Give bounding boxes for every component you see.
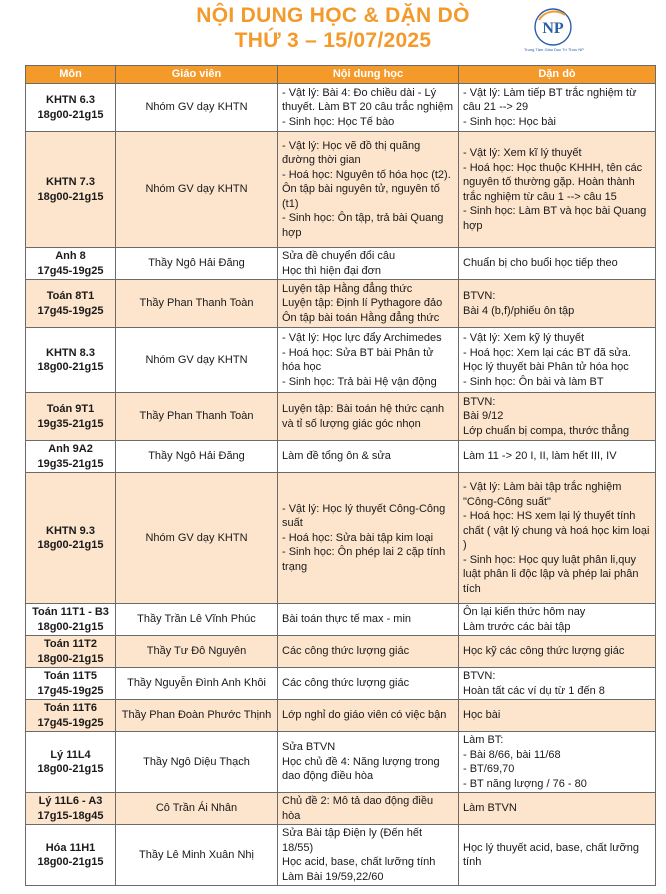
homework-cell-line: - Sinh học: Học quy luật phân li,quy luật phân li độc lập và phép lai phân tích (463, 553, 639, 595)
table-row (26, 84, 656, 132)
homework-cell (459, 393, 656, 441)
content-cell-line: Làm đề tổng ôn & sửa (282, 450, 391, 463)
homework-cell-line: - Vật lý: Xem kỹ lý thuyết (463, 332, 585, 344)
homework-cell-line: - Sinh học: Ôn bài và làm BT (463, 375, 604, 388)
homework-cell-line: Ôn lại kiến thức hôm nay (463, 606, 586, 618)
table-row (26, 732, 656, 793)
homework-cell (459, 668, 656, 700)
subject-cell-line: Lý 11L4 (50, 748, 91, 761)
homework-cell (459, 248, 656, 280)
content-cell (278, 604, 459, 636)
table-row (26, 473, 656, 604)
content-cell-line: Các công thức lượng giác (282, 677, 410, 690)
table-row (26, 793, 656, 825)
homework-cell-line: - Sinh học: Học bài (463, 115, 556, 128)
homework-cell-line: Làm BT: (463, 734, 504, 746)
subject-cell (26, 328, 116, 393)
homework-cell-line: Lớp chuẩn bị compa, thước thẳng (463, 424, 630, 437)
homework-cell (459, 84, 656, 132)
teacher-cell: Thầy Phan Thanh Toàn (116, 393, 278, 441)
schedule-table (25, 65, 656, 886)
content-cell-line: Các công thức lượng giác (282, 645, 410, 658)
content-cell-line: Làm Bài 19/59,22/60 (282, 870, 384, 883)
subject-cell-line: 17g45-19g25 (37, 684, 104, 697)
subject-cell-line: KHTN 6.3 (46, 94, 95, 106)
content-cell (278, 393, 459, 441)
content-cell-line: Học thì hiện đại đơn (282, 264, 381, 277)
homework-cell (459, 793, 656, 825)
homework-cell-line: - BT/69,70 (463, 763, 515, 775)
content-cell-line: Luyện tập: Định lí Pythagore đảo (282, 297, 443, 310)
content-cell (278, 793, 459, 825)
subject-cell (26, 84, 116, 132)
content-cell-line: Sửa đề chuyển đổi câu (282, 250, 396, 262)
subject-cell-line: Toán 11T2 (44, 638, 97, 650)
content-cell-line: - Vật lý: Học lực đẩy Archimedes (282, 332, 442, 344)
teacher-cell: Thầy Ngô Diệu Thạch (116, 732, 278, 793)
column-header-subject: Môn (26, 66, 116, 84)
homework-cell (459, 280, 656, 328)
table-body (26, 84, 656, 886)
homework-cell-line: - Hoá học: Xem lại các BT đã sửa. Học lý thuyết bài Phân tử hóa học (463, 346, 631, 373)
content-cell (278, 328, 459, 393)
content-cell-line: Chủ đề 2: Mô tả dao động điều hòa (282, 795, 434, 822)
homework-cell (459, 825, 656, 886)
content-cell-line: Sửa Bài tập Điện ly (Đến hết 18/55) (282, 827, 423, 854)
subject-cell-line: 19g35-21g15 (37, 417, 104, 430)
homework-cell-line: BTVN: (463, 670, 496, 682)
subject-cell-line: Hóa 11H1 (45, 841, 96, 854)
column-header-content: Nội dung học (278, 66, 459, 84)
subject-cell (26, 700, 116, 732)
subject-cell-line: 18g00-21g15 (37, 652, 104, 665)
logo-caption: Trung Tâm Giáo Dục Trí Thức NP (524, 47, 584, 52)
subject-cell (26, 636, 116, 668)
homework-cell (459, 328, 656, 393)
teacher-cell: Thầy Ngô Hải Đăng (116, 248, 278, 280)
homework-cell (459, 473, 656, 604)
subject-cell (26, 604, 116, 636)
subject-cell-line: 17g15-18g45 (37, 809, 104, 822)
table-row (26, 248, 656, 280)
homework-cell-line: - BT năng lượng / 76 - 80 (463, 777, 587, 790)
table-row (26, 280, 656, 328)
subject-cell-line: 18g00-21g15 (37, 763, 104, 775)
homework-cell-line: - Vật lý: Làm tiếp BT trắc nghiệm từ câu 21 --> 29 (463, 86, 637, 114)
content-cell-line: Ôn tập bài toán Hằng đẳng thức (282, 311, 440, 324)
homework-cell-line: Làm trước các bài tập (463, 620, 571, 633)
subject-cell-line: KHTN 7.3 (46, 176, 95, 188)
subject-cell-line: 18g00-21g15 (37, 190, 104, 203)
content-cell-line: - Vật lý: Học lý thuyết Công-Công suất (282, 502, 446, 530)
page-date: THỨ 3 – 15/07/2025 (234, 29, 432, 52)
subject-cell-line: Anh 9A2 (48, 443, 93, 455)
homework-cell (459, 636, 656, 668)
content-cell-line: - Sinh học: Trả bài Hệ vận động (282, 375, 437, 388)
homework-cell-line: Hoàn tất các ví dụ từ 1 đến 8 (463, 684, 605, 697)
subject-cell (26, 825, 116, 886)
table-row (26, 132, 656, 248)
subject-cell (26, 441, 116, 473)
subject-cell (26, 668, 116, 700)
subject-cell (26, 393, 116, 441)
subject-cell-line: KHTN 8.3 (46, 346, 95, 359)
teacher-cell: Thầy Lê Minh Xuân Nhị (116, 825, 278, 886)
column-header-homework: Dặn dò (459, 66, 656, 84)
content-cell-line: Lớp nghỉ do giáo viên có việc bận (282, 709, 447, 722)
teacher-cell: Thầy Trần Lê Vĩnh Phúc (116, 604, 278, 636)
subject-cell-line: Lý 11L6 - A3 (38, 795, 103, 807)
content-cell-line: Bài toán thực tế max - min (282, 613, 412, 626)
subject-cell-line: Toán 9T1 (46, 403, 95, 415)
content-cell (278, 132, 459, 248)
content-cell-line: Luyện tập Hằng đẳng thức (282, 282, 413, 295)
subject-cell-line: Toán 11T6 (44, 702, 97, 714)
content-cell-line: - Sinh học: Ôn tập, trả bài Quang hợp (282, 212, 444, 239)
table-row (26, 700, 656, 732)
content-cell-line: Học acid, base, chất lưỡng tính (282, 856, 436, 868)
table-header-row (26, 66, 656, 84)
content-cell (278, 825, 459, 886)
homework-cell-line: - Hoá học: Học thuộc KHHH, tên các nguyên tố thường gặp. Hoàn thành trắc nghiệm từ câu 1 --> câu 15 (463, 161, 643, 203)
teacher-cell: Nhóm GV dạy KHTN (116, 473, 278, 604)
subject-cell-line: Toán 8T1 (46, 290, 95, 302)
subject-cell-line: 18g00-21g15 (37, 539, 104, 551)
content-cell-line: - Vật lý: Học vẽ đồ thị quãng đường thời gian (282, 139, 421, 167)
subject-cell-line: Toán 11T1 - B3 (32, 606, 109, 618)
table-row (26, 825, 656, 886)
homework-cell (459, 700, 656, 732)
subject-cell-line: 17g45-19g25 (37, 716, 104, 729)
logo-mark: NP (542, 20, 564, 37)
content-cell-line: Học chủ đề 4: Năng lượng trong dao động điều hòa (282, 755, 440, 783)
table-row (26, 441, 656, 473)
subject-cell-line: 19g35-21g15 (37, 457, 104, 470)
teacher-cell: Nhóm GV dạy KHTN (116, 328, 278, 393)
subject-cell-line: KHTN 9.3 (46, 524, 95, 537)
content-cell-line: - Vật lý: Bài 4: Đo chiều dài - Lý thuyết. Làm BT 20 câu trắc nghiệm (282, 86, 453, 114)
subject-cell (26, 132, 116, 248)
content-cell-line: - Sinh học: Học Tế bào (282, 115, 395, 128)
content-cell (278, 668, 459, 700)
content-cell-line: - Sinh học: Ôn phép lai 2 cặp tính trạng (282, 546, 446, 573)
subject-cell-line: Anh 8 (55, 250, 86, 262)
teacher-cell: Thầy Ngô Hải Đăng (116, 441, 278, 473)
teacher-cell: Nhóm GV dạy KHTN (116, 84, 278, 132)
homework-cell (459, 132, 656, 248)
homework-cell-line: - Hoá học: HS xem lại lý thuyết tính chất ( vật lý chung và hoá học kim loại ) (463, 510, 650, 551)
homework-cell-line: Chuẩn bị cho buổi học tiếp theo (463, 257, 618, 270)
homework-cell-line: - Sinh học: Làm BT và học bài Quang hợp (463, 205, 647, 232)
homework-cell-line: - Vật lý: Làm bài tập trắc nghiệm "Công-Công suất" (463, 481, 622, 508)
page-header (0, 0, 666, 64)
teacher-cell: Thầy Phan Đoàn Phước Thịnh (116, 700, 278, 732)
column-header-teacher: Giáo viên (116, 66, 278, 84)
homework-cell-line: - Bài 8/66, bài 11/68 (463, 748, 561, 761)
teacher-cell: Nhóm GV dạy KHTN (116, 132, 278, 248)
content-cell (278, 280, 459, 328)
teacher-cell: Cô Trần Ái Nhân (116, 793, 278, 825)
homework-cell (459, 441, 656, 473)
content-cell (278, 473, 459, 604)
table-row (26, 668, 656, 700)
teacher-cell: Thầy Phan Thanh Toàn (116, 280, 278, 328)
subject-cell-line: 18g00-21g15 (37, 856, 104, 868)
homework-cell-line: Làm 11 -> 20 I, II, làm hết III, IV (463, 450, 617, 463)
homework-cell-line: Học kỹ các công thức lượng giác (463, 645, 625, 658)
homework-cell-line: Làm BTVN (463, 802, 517, 815)
subject-cell-line: 18g00-21g15 (37, 108, 104, 121)
subject-cell (26, 280, 116, 328)
content-cell (278, 732, 459, 793)
content-cell (278, 441, 459, 473)
content-cell-line: Sửa BTVN (282, 741, 336, 754)
subject-cell (26, 248, 116, 280)
subject-cell-line: 17g45-19g25 (37, 264, 104, 277)
teacher-cell: Thầy Tư Đô Nguyên (116, 636, 278, 668)
content-cell-line: Luyện tập: Bài toán hệ thức cạnh và tỉ số lượng giác góc nhọn (282, 403, 445, 430)
content-cell (278, 700, 459, 732)
homework-cell-line: BTVN: (463, 290, 496, 302)
homework-cell-line: Học bài (463, 709, 501, 722)
subject-cell-line: Toán 11T5 (44, 670, 97, 682)
homework-cell-line: Bài 9/12 (463, 410, 504, 423)
homework-cell (459, 604, 656, 636)
table-row (26, 328, 656, 393)
content-cell (278, 248, 459, 280)
subject-cell-line: 17g45-19g25 (37, 304, 104, 317)
table-row (26, 393, 656, 441)
subject-cell (26, 793, 116, 825)
homework-cell-line: Học lý thuyết acid, base, chất lưỡng tính (463, 841, 639, 868)
content-cell-line: - Hoá học: Nguyên tố hóa học (t2). Ôn tập bài nguyên tử, nguyên tố (t1) (282, 168, 451, 210)
content-cell (278, 636, 459, 668)
content-cell-line: - Hoá học: Sửa BT bài Phân tử hóa học (282, 346, 434, 373)
teacher-cell: Thầy Nguyễn Đình Anh Khôi (116, 668, 278, 700)
subject-cell-line: 18g00-21g15 (37, 620, 104, 633)
subject-cell (26, 732, 116, 793)
homework-cell (459, 732, 656, 793)
homework-cell-line: - Vật lý: Xem kĩ lý thuyết (463, 147, 582, 159)
table-row (26, 636, 656, 668)
content-cell (278, 84, 459, 132)
subject-cell (26, 473, 116, 604)
page-title: NỘI DUNG HỌC & DẶN DÒ (196, 4, 470, 27)
homework-cell-line: BTVN: (463, 395, 496, 408)
homework-cell-line: Bài 4 (b,f)/phiếu ôn tập (463, 304, 575, 317)
table-row (26, 604, 656, 636)
subject-cell-line: 18g00-21g15 (37, 361, 104, 373)
content-cell-line: - Hoá học: Sửa bài tập kim loại (282, 531, 434, 544)
